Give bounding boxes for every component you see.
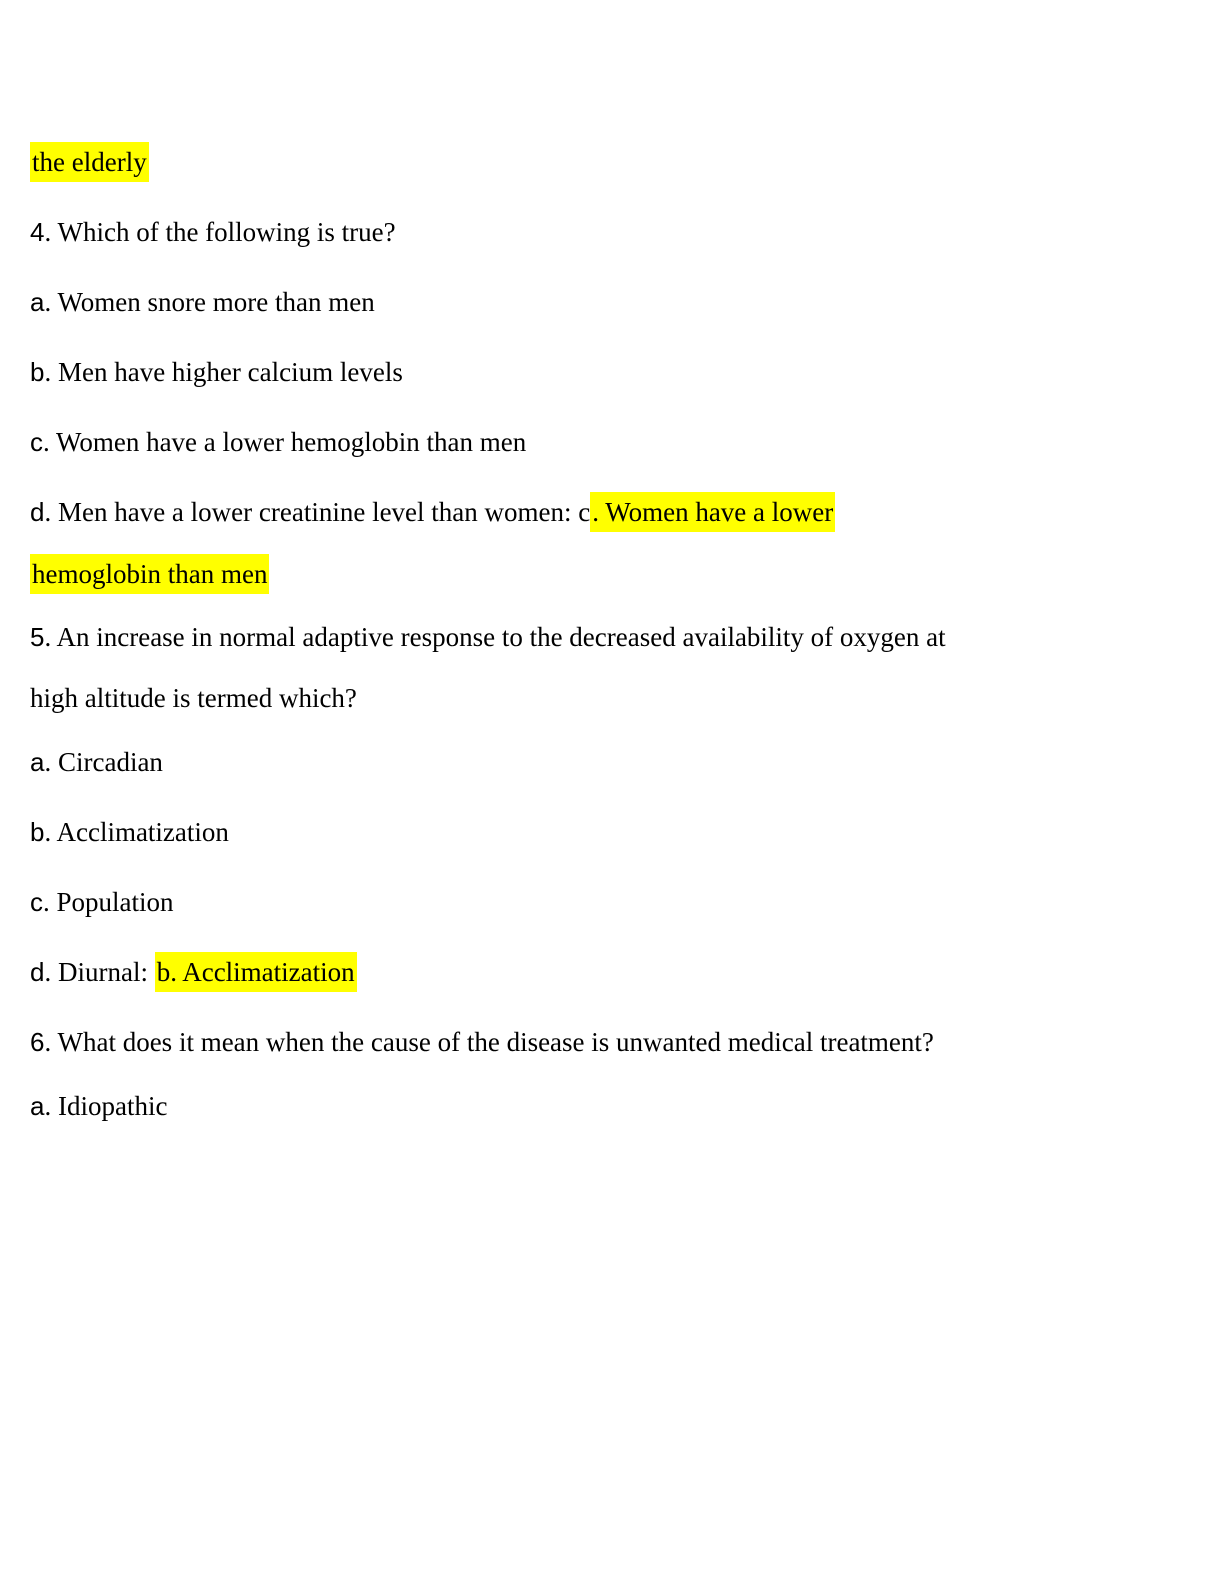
question-5-continued xyxy=(30,681,357,715)
option-letter: a xyxy=(30,287,45,317)
answer-line-elderly xyxy=(30,145,149,179)
question-number: 6 xyxy=(30,1027,45,1057)
option-letter: c xyxy=(30,427,43,457)
question-5-option-a xyxy=(30,745,163,779)
option-letter: a xyxy=(30,1091,45,1121)
question-6 xyxy=(30,1025,934,1059)
question-4-option-b xyxy=(30,355,403,389)
option-letter: a xyxy=(30,747,45,777)
question-text: . An increase in normal adaptive response to the decreased availability of oxygen at xyxy=(44,622,946,652)
option-letter: b xyxy=(30,357,45,387)
question-4-option-c xyxy=(30,425,526,459)
question-text: . Which of the following is true? xyxy=(44,217,396,247)
option-text: . Population xyxy=(43,887,174,917)
option-text: . Men have higher calcium levels xyxy=(44,357,403,387)
answer-highlight: the elderly xyxy=(30,142,149,182)
question-text: high altitude is termed which? xyxy=(30,683,357,713)
option-letter: b xyxy=(30,817,45,847)
option-letter: d xyxy=(30,497,45,527)
option-text: . Women snore more than men xyxy=(44,287,375,317)
answer-highlight: . Women have a lower xyxy=(590,492,835,532)
option-text: . Idiopathic xyxy=(44,1091,168,1121)
question-6-option-a xyxy=(30,1089,167,1123)
option-text: . Diurnal: xyxy=(44,957,155,987)
question-5-option-b xyxy=(30,815,229,849)
answer-highlight: b. Acclimatization xyxy=(155,952,357,992)
option-text: . Circadian xyxy=(44,747,163,777)
question-4-option-a xyxy=(30,285,375,319)
option-letter: c xyxy=(30,887,43,917)
option-letter: d xyxy=(30,957,45,987)
question-5 xyxy=(30,620,946,654)
option-text: . Acclimatization xyxy=(44,817,229,847)
answer-highlight: hemoglobin than men xyxy=(30,554,269,594)
question-4-option-d xyxy=(30,495,835,529)
question-number: 5 xyxy=(30,622,45,652)
option-text: . Women have a lower hemoglobin than men xyxy=(43,427,527,457)
question-number: 4 xyxy=(30,217,45,247)
question-text: . What does it mean when the cause of the disease is unwanted medical treatment? xyxy=(44,1027,934,1057)
option-text: . Men have a lower creatinine level than women: c xyxy=(44,497,591,527)
question-4-answer-continued xyxy=(30,557,269,591)
question-4 xyxy=(30,215,396,249)
question-5-option-d xyxy=(30,955,357,989)
question-5-option-c xyxy=(30,885,174,919)
